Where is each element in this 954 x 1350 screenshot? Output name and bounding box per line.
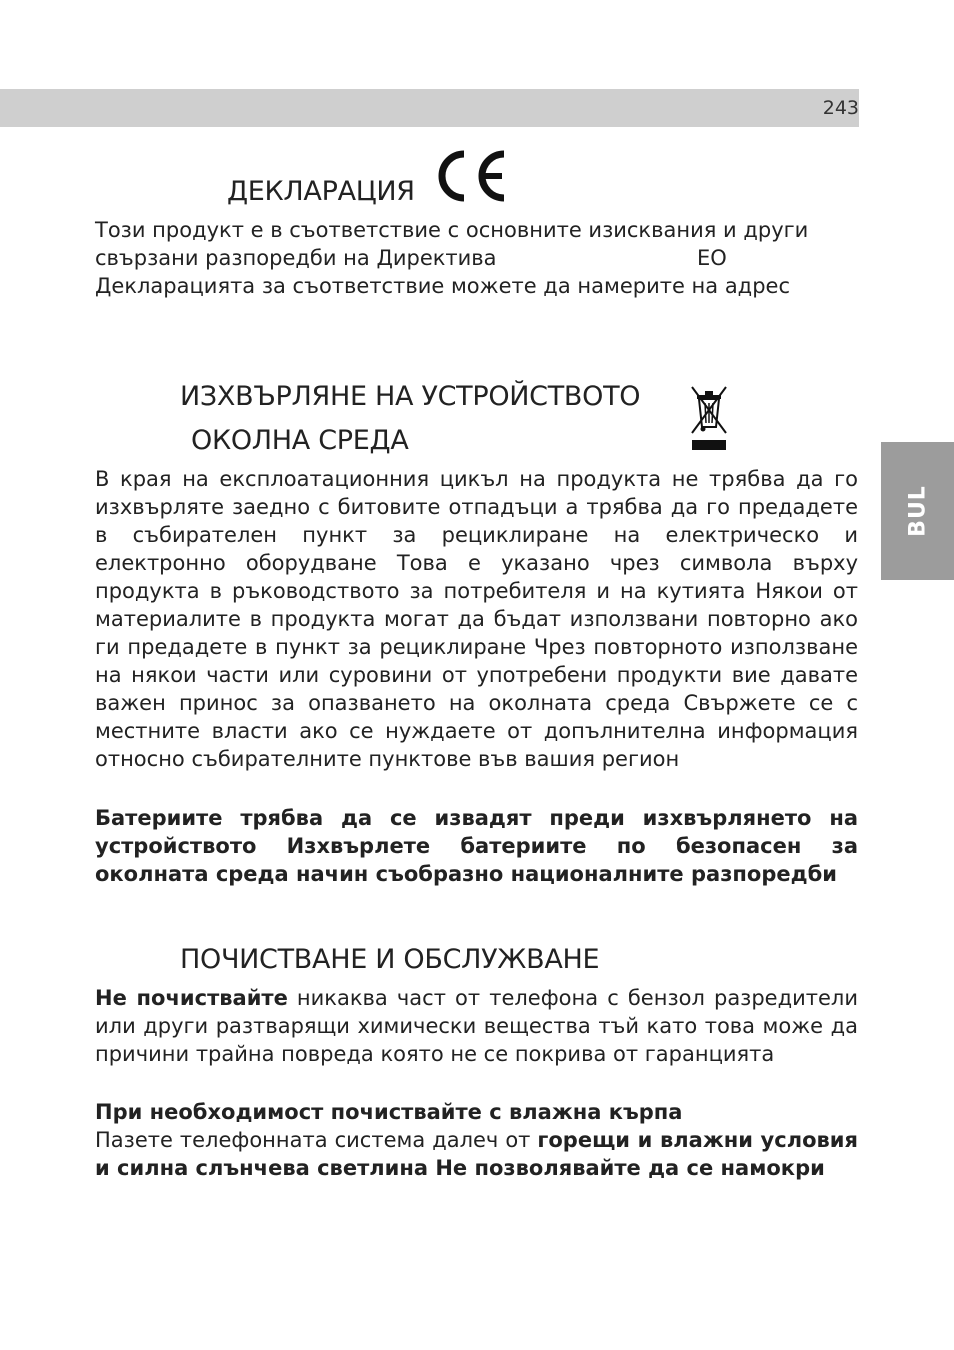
crossed-out-bin-icon xyxy=(688,385,730,451)
cleaning-paragraph-3 xyxy=(95,1126,858,1182)
cleaning-warning-text: никаква част от телефона с бензол разредители или други разтварящи химически вещества тъй като това може да причини трайна повреда която не се покрива от гаранцията xyxy=(95,986,858,1066)
disposal-body: В края на експлоатационния цикъл на продукта не трябва да го изхвърляте заедно с битовите отпадъци а трябва да го предадете в събирателен пункт за рециклиране на електрическо и електронно оборудване Това е указано чрез символа върху продукта в ръководството за потребителя и на кутията Някои от материалите в продукта могат да бъдат използвани повторно ако ги предадете в пункт за рециклиране Чрез повторното използване на някои части или суровини от употребени продукти вие давате важен принос за опазването на околната среда Свържете се с местните власти ако се нуждаете от допълнителна информация относно събирателните пунктове във вашия регион xyxy=(95,467,858,771)
disposal-title-line-1: ИЗХВЪРЛЯНЕ НА УСТРОЙСТВОТО xyxy=(180,381,641,412)
cleaning-keep-away-text: Пазете телефонната система далеч от xyxy=(95,1128,538,1152)
cleaning-warning-bold: Не почиствайте xyxy=(95,986,288,1010)
cleaning-keep-away-bold: горещи и влажни условия и силна слънчева светлина Не позволявайте да се намокри xyxy=(95,1128,858,1180)
page-number: 243 xyxy=(822,97,859,119)
ce-mark-icon xyxy=(432,150,510,202)
declaration-line-1: Този продукт е в съответствие с основните изисквания и други xyxy=(95,218,809,242)
cleaning-paragraph-1 xyxy=(95,984,858,1068)
declaration-line-2: свързани разпоредби на Директива xyxy=(95,246,497,270)
language-tab xyxy=(881,442,954,580)
declaration-line-2-eo: ЕО xyxy=(697,246,727,270)
language-tab-label: BUL xyxy=(905,485,930,537)
cleaning-paragraph-2: При необходимост почиствайте с влажна кърпа xyxy=(95,1100,683,1124)
declaration-title: ДЕКЛАРАЦИЯ xyxy=(227,176,415,207)
declaration-line-3: Декларацията за съответствие можете да намерите на адрес xyxy=(95,274,790,298)
header-bar xyxy=(0,89,859,127)
cleaning-title: ПОЧИСТВАНЕ И ОБСЛУЖВАНЕ xyxy=(180,944,600,975)
battery-note: Батериите трябва да се извадят преди изхвърлянето на устройството Изхвърлете батериите по безопасен за околната среда начин съобразно националните разпоредби xyxy=(95,806,858,886)
disposal-title-line-2: ОКОЛНА СРЕДА xyxy=(191,425,409,456)
